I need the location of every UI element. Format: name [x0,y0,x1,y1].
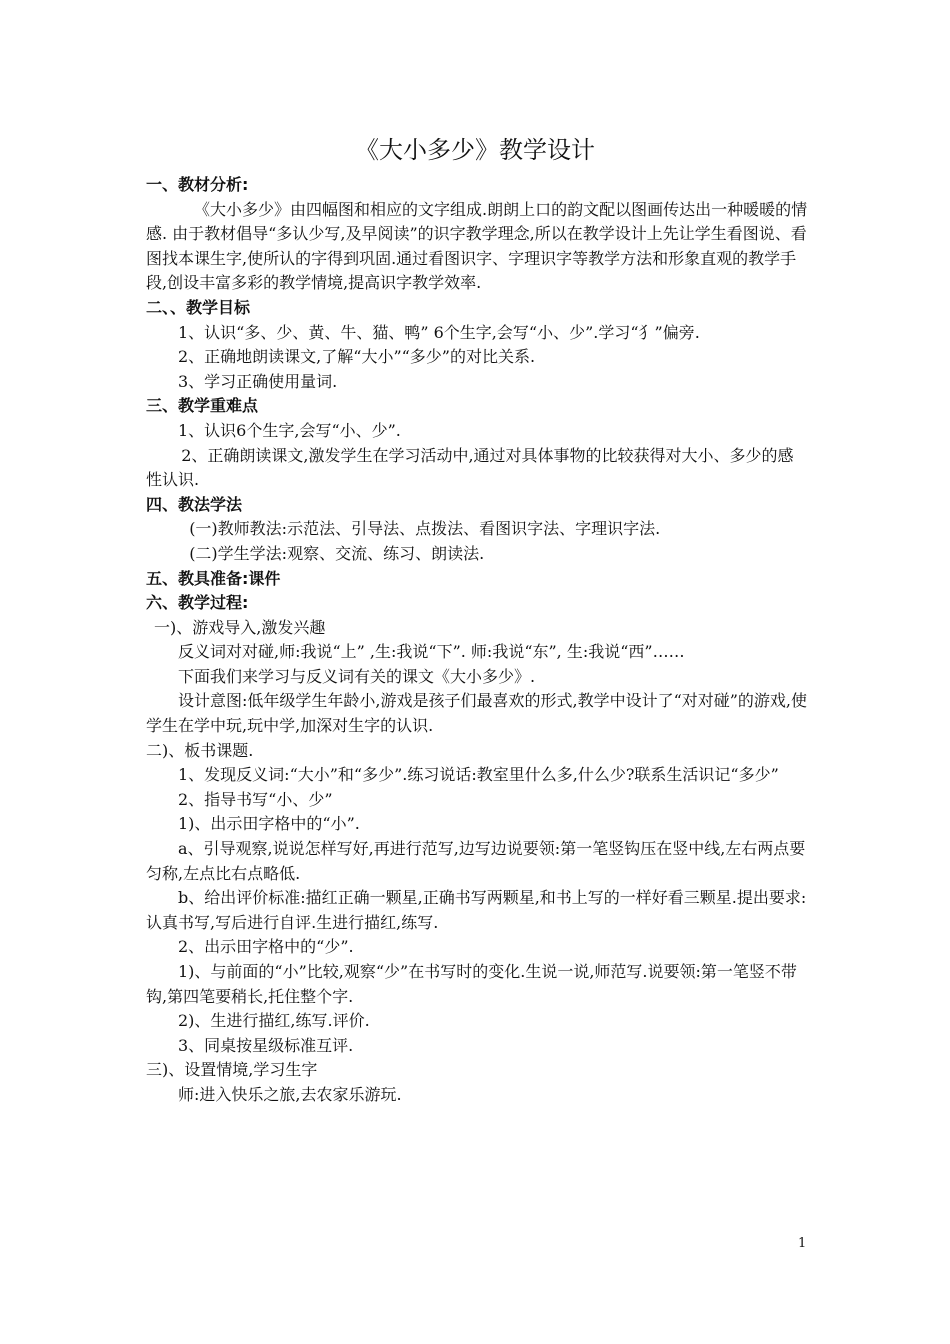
paragraph: 3、学习正确使用量词. [178,371,338,391]
paragraph: 2、指导书写“小、少” [178,789,333,809]
paragraph: 2、正确地朗读课文,了解“大小”“多少”的对比关系. [178,347,536,367]
paragraph: 三)、设置情境,学习生字 [146,1060,318,1080]
section-heading: 四、教法学法 [146,494,243,514]
section-heading: 六、教学过程: [146,593,249,613]
paragraph: 1)、出示田字格中的“小”. [178,814,360,834]
paragraph: 下面我们来学习与反义词有关的课文《大小多少》. [178,666,536,686]
paragraph: 设计意图:低年级学生年龄小,游戏是孩子们最喜欢的形式,教学中设计了“对对碰”的游戏,使学生在学中玩,玩中学,加深对生字的认识. [146,691,808,736]
section-heading: 二、、教学目标 [146,297,251,317]
paragraph: (二)学生学法:观察、交流、练习、朗读法. [189,543,485,563]
paragraph: 2、出示田字格中的“少”. [178,937,354,957]
section-heading: 五、教具准备:课件 [146,568,281,588]
paragraph: 3、同桌按星级标准互评. [178,1035,354,1055]
page-number: 1 [798,1236,807,1251]
paragraph: 1、发现反义词:“大小”和“多少”.练习说话:教室里什么多,什么少?联系生活识记“多少” [178,765,779,785]
paragraph: 1、认识6个生字,会写“小、少”. [178,420,401,440]
paragraph: 1、认识“多、少、黄、牛、猫、鸭” 6个生字,会写“小、少”.学习“犭”偏旁. [178,322,700,342]
paragraph: 2)、生进行描红,练写.评价. [178,1011,370,1031]
paragraph: 师:进入快乐之旅,去农家乐游玩. [178,1084,402,1104]
document-body [146,173,808,1108]
paragraph: 反义词对对碰,师:我说“上” ,生:我说“下”. 师:我说“东”, 生:我说“西”…… [178,642,685,662]
paragraph: 《大小多少》由四幅图和相应的文字组成.朗朗上口的韵文配以图画传达出一种暖暖的情感. 由于教材倡导“多认少写,及早阅读”的识字教学理念,所以在教学设计上先让学生看图说、看图找本课生字,使所认的字得到巩固.通过看图识字、字理识字等教学方法和形象直观的教学手段,创设丰富多彩的教学情境,提高识字教学效率. [146,199,808,293]
paragraph: (一)教师教法:示范法、引导法、点拨法、看图识字法、字理识字法. [189,519,661,539]
paragraph: 二)、板书课题. [146,740,254,760]
paragraph: a、引导观察,说说怎样写好,再进行范写,边写边说要领:第一笔竖钩压在竖中线,左右两点要匀称,左点比右点略低. [146,839,806,883]
paragraph: 1)、与前面的“小”比较,观察“少”在书写时的变化.生说一说,师范写.说要领:第一笔竖不带钩,第四笔要稍长,托住整个字. [146,962,797,1006]
section-heading: 三、教学重难点 [146,396,259,416]
paragraph: 2、正确朗读课文,激发学生在学习活动中,通过对具体事物的比较获得对大小、多少的感性认识. [146,445,794,490]
paragraph: 一)、游戏导入,激发兴趣 [154,617,326,637]
paragraph: b、给出评价标准:描红正确一颗星,正确书写两颗星,和书上写的一样好看三颗星.提出要求:认真书写,写后进行自评.生进行描红,练写. [146,888,807,932]
section-heading: 一、教材分析: [146,175,249,194]
document-title: 《大小多少》教学设计 [355,136,595,164]
